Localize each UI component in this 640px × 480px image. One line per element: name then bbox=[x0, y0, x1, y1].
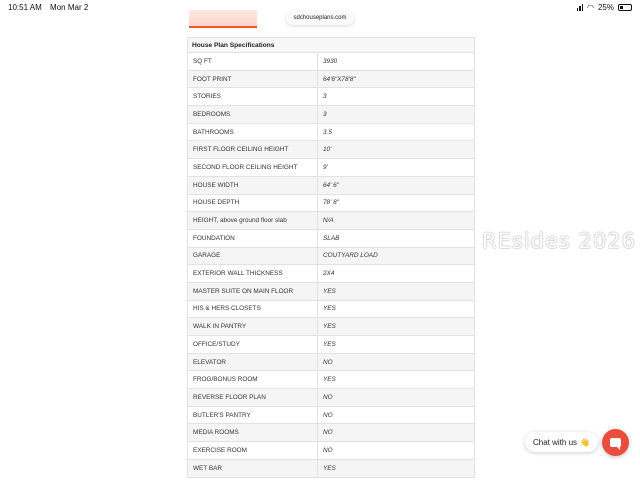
table-row bbox=[188, 159, 475, 177]
table-row bbox=[188, 247, 475, 265]
spec-value: 10' bbox=[318, 141, 475, 159]
table-row bbox=[188, 282, 475, 300]
spec-label: WALK IN PANTRY bbox=[188, 318, 318, 336]
spec-label: GARAGE bbox=[188, 247, 318, 265]
table-row bbox=[188, 424, 475, 442]
chat-button[interactable] bbox=[602, 429, 629, 456]
spec-label: BEDROOMS bbox=[188, 106, 318, 124]
status-date: Mon Mar 2 bbox=[50, 3, 89, 12]
spec-label: EXTERIOR WALL THICKNESS bbox=[188, 265, 318, 283]
spec-value: 64'6"X78'8" bbox=[318, 70, 475, 88]
table-title: House Plan Specifications bbox=[188, 38, 475, 53]
spec-value: 3.5 bbox=[318, 123, 475, 141]
spec-label: OFFICE/STUDY bbox=[188, 336, 318, 354]
table-row bbox=[188, 141, 475, 159]
table-row bbox=[188, 389, 475, 407]
table-row bbox=[188, 212, 475, 230]
spec-label: BUTLER'S PANTRY bbox=[188, 406, 318, 424]
table-row bbox=[188, 459, 475, 477]
table-row bbox=[188, 442, 475, 460]
table-row bbox=[188, 229, 475, 247]
chat-icon bbox=[610, 438, 621, 447]
spec-value: 3 bbox=[318, 106, 475, 124]
spec-value: 2X4 bbox=[318, 265, 475, 283]
spec-value: NO bbox=[318, 424, 475, 442]
table-row bbox=[188, 106, 475, 124]
spec-value: SLAB bbox=[318, 229, 475, 247]
spec-value: NO bbox=[318, 389, 475, 407]
spec-value: 3930 bbox=[318, 53, 475, 71]
table-row bbox=[188, 265, 475, 283]
spec-label: HEIGHT, above ground floor slab bbox=[188, 212, 318, 230]
spec-value: NO bbox=[318, 406, 475, 424]
site-header-tab[interactable] bbox=[189, 10, 257, 28]
chat-bubble[interactable] bbox=[525, 432, 598, 452]
spec-label: HOUSE WIDTH bbox=[188, 176, 318, 194]
signal-icon bbox=[577, 4, 584, 11]
table-row bbox=[188, 371, 475, 389]
spec-value: COUTYARD LOAD bbox=[318, 247, 475, 265]
spec-label: ELEVATOR bbox=[188, 353, 318, 371]
table-row bbox=[188, 353, 475, 371]
spec-value: YES bbox=[318, 318, 475, 336]
spec-value: NO bbox=[318, 442, 475, 460]
spec-label: FOOT PRINT bbox=[188, 70, 318, 88]
battery-percent: 25% bbox=[597, 3, 614, 12]
table-row bbox=[188, 88, 475, 106]
battery-icon bbox=[618, 4, 632, 11]
table-row bbox=[188, 123, 475, 141]
spec-label: STORIES bbox=[188, 88, 318, 106]
status-right bbox=[577, 3, 633, 12]
spec-value: 9' bbox=[318, 159, 475, 177]
address-bar-url: sdchouseplans.com bbox=[293, 15, 347, 21]
wifi-icon: ◠ bbox=[587, 3, 594, 12]
spec-label: SECOND FLOOR CEILING HEIGHT bbox=[188, 159, 318, 177]
table-row bbox=[188, 336, 475, 354]
spec-label: FOUNDATION bbox=[188, 229, 318, 247]
spec-label: HOUSE DEPTH bbox=[188, 194, 318, 212]
spec-value: YES bbox=[318, 282, 475, 300]
spec-value: YES bbox=[318, 300, 475, 318]
spec-label: MASTER SUITE ON MAIN FLOOR bbox=[188, 282, 318, 300]
spec-label: EXERCISE ROOM bbox=[188, 442, 318, 460]
table-row bbox=[188, 300, 475, 318]
spec-value: YES bbox=[318, 371, 475, 389]
spec-label: FROG/BONUS ROOM bbox=[188, 371, 318, 389]
spec-label: SQ FT bbox=[188, 53, 318, 71]
spec-label: FIRST FLOOR CEILING HEIGHT bbox=[188, 141, 318, 159]
table-row bbox=[188, 318, 475, 336]
spec-value: 3 bbox=[318, 88, 475, 106]
spec-label: MEDIA ROOMS bbox=[188, 424, 318, 442]
wave-emoji: 👋 bbox=[580, 437, 590, 447]
spec-value: 78' 8" bbox=[318, 194, 475, 212]
table-row bbox=[188, 406, 475, 424]
specifications-table bbox=[187, 37, 475, 478]
spec-label: WET BAR bbox=[188, 459, 318, 477]
table-row bbox=[188, 70, 475, 88]
spec-value: YES bbox=[318, 336, 475, 354]
chat-label: Chat with us bbox=[533, 437, 578, 447]
table-row bbox=[188, 176, 475, 194]
table-header-row bbox=[188, 38, 475, 53]
spec-value: NO bbox=[318, 353, 475, 371]
status-time: 10:51 AM bbox=[8, 3, 42, 12]
spec-value: 64' 6" bbox=[318, 176, 475, 194]
spec-label: BATHROOMS bbox=[188, 123, 318, 141]
table-row bbox=[188, 194, 475, 212]
status-left bbox=[8, 3, 94, 12]
spec-label: HIS & HERS CLOSETS bbox=[188, 300, 318, 318]
spec-value: N/A bbox=[318, 212, 475, 230]
address-bar[interactable] bbox=[286, 11, 354, 25]
table-body bbox=[188, 53, 475, 478]
spec-label: REVERSE FLOOR PLAN bbox=[188, 389, 318, 407]
table-row bbox=[188, 53, 475, 71]
watermark-text: REsides 2026 bbox=[482, 229, 636, 253]
spec-value: YES bbox=[318, 459, 475, 477]
